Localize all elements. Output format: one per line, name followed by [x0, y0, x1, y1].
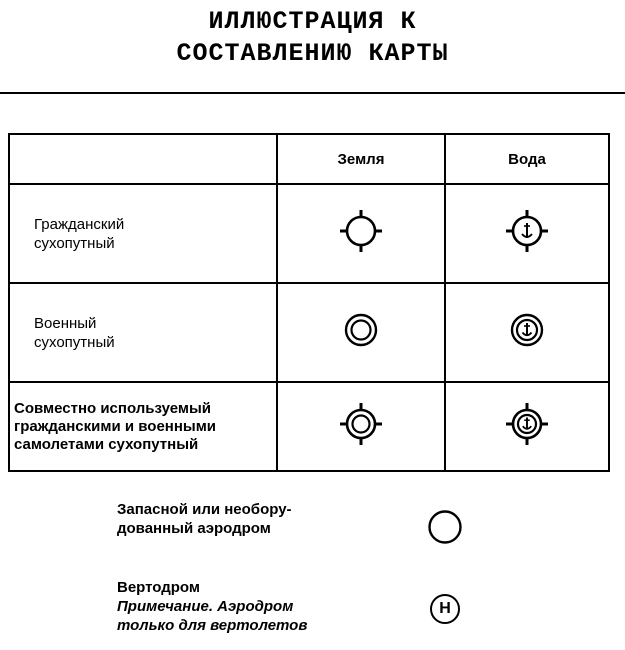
civil-water-aerodrome-icon	[505, 209, 549, 253]
legend-heliport-text: Вертодром Примечание. Аэродром только для вертолетов	[117, 579, 308, 634]
table-row-civil	[9, 184, 609, 283]
title-divider	[0, 92, 625, 94]
joint-water-aerodrome-icon	[505, 402, 549, 446]
header-cell-land: Земля	[277, 134, 445, 184]
table-header-row	[9, 134, 609, 184]
civil-land-aerodrome-icon	[339, 209, 383, 253]
title-line-2: СОСТАВЛЕНИЮ КАРТЫ	[176, 39, 449, 68]
row-label-military: Военный сухопутный	[9, 283, 277, 382]
row-label-civil: Гражданский сухопутный	[9, 184, 277, 283]
table-row-joint	[9, 382, 609, 471]
heliport-icon: H	[430, 594, 460, 624]
table-row-military	[9, 283, 609, 382]
header-cell-water: Вода	[445, 134, 609, 184]
page-title	[0, 6, 625, 70]
joint-land-aerodrome-icon	[339, 402, 383, 446]
aerodrome-symbol-table	[8, 133, 610, 472]
row-label-joint: Совместно используемый гражданскими и военными самолетами сухопутный	[9, 382, 277, 471]
legend-emergency-text: Запасной или необору- дованный аэродром	[117, 501, 292, 537]
title-line-1: ИЛЛЮСТРАЦИЯ К	[208, 7, 417, 36]
emergency-aerodrome-icon	[426, 508, 464, 546]
military-water-aerodrome-icon	[507, 310, 547, 350]
header-cell-empty	[9, 134, 277, 184]
military-land-aerodrome-icon	[341, 310, 381, 350]
